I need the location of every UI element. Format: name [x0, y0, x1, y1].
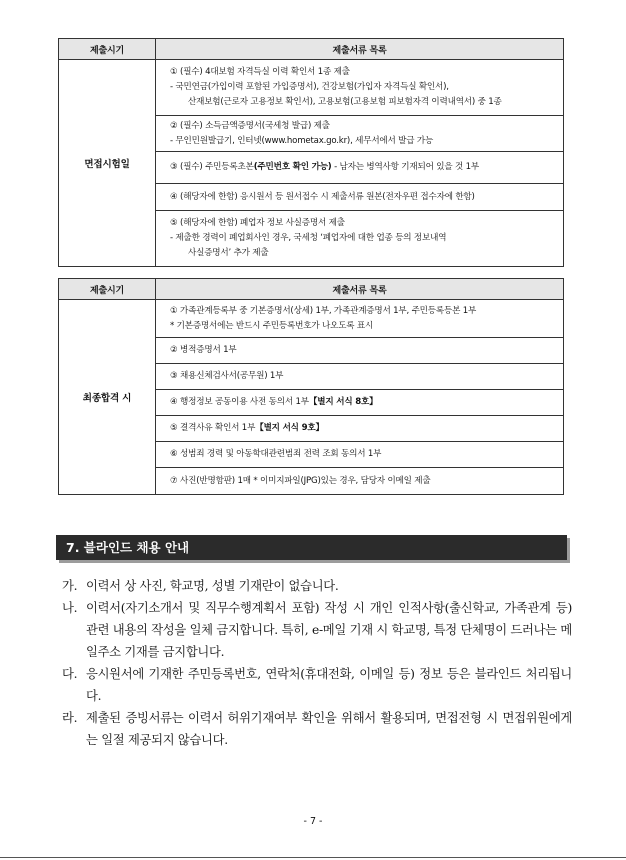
notice-paragraph — [62, 597, 572, 663]
paragraph-text: 응시원서에 기재한 주민등록번호, 연락처(휴대전화, 이메일 등) 정보 등은 블라인드 처리됩니다. — [86, 667, 572, 703]
item-text: ③ 채용신체검사서(공무원) 1부 — [170, 371, 284, 381]
item-subtext: 산재보험(근로자 고용정보 확인서), 고용보험(고용보험 피보험자격 이력내역서) 중 1종 — [188, 97, 502, 107]
item-subtext: - 무인민원발급기, 인터넷(www.hometax.go.kr), 세무서에서 발급 가능 — [170, 135, 434, 146]
header-document-list: 제출서류 목록 — [156, 39, 564, 60]
document-item — [156, 211, 564, 267]
item-text: ⑦ 사진(반명함판) 1매 * 이미지파일(JPG)있는 경우, 담당자 이메일 제출 — [170, 475, 431, 486]
item-text: ③ (필수) 주민등록초본(주민번호 확인 가능) - 남자는 병역사항 기재되어 있을 것 1부 — [170, 162, 479, 172]
document-item — [156, 468, 564, 495]
item-text: ② 병적증명서 1부 — [170, 345, 237, 355]
paragraph-marker: 다. — [62, 667, 78, 681]
document-item — [156, 416, 564, 442]
document-item — [156, 364, 564, 390]
item-text: ⑥ 성범죄 경력 및 아동학대관련범죄 전력 조회 동의서 1부 — [170, 449, 382, 459]
item-text: ④ 행정정보 공동이용 사전 동의서 1부【별지 서식 8호】 — [170, 397, 378, 407]
header-document-list: 제출서류 목록 — [156, 279, 564, 300]
header-submission-time: 제출시기 — [59, 279, 156, 300]
document-item — [156, 300, 564, 338]
document-item — [156, 116, 564, 152]
notice-paragraph — [62, 663, 572, 707]
section-title: 7. 블라인드 채용 안내 — [56, 535, 567, 560]
notice-paragraph — [62, 707, 572, 751]
submission-time-cell: 최종합격 시 — [59, 300, 156, 495]
document-item — [156, 390, 564, 416]
document-item — [156, 184, 564, 211]
paragraph-marker: 라. — [62, 711, 78, 725]
item-text: ④ (해당자에 한함) 응시원서 등 원서접수 시 제출서류 원본(전자우편 접수자에 한함) — [170, 191, 475, 202]
document-item — [156, 60, 564, 116]
paragraph-text: 이력서 상 사진, 학교명, 성별 기재란이 없습니다. — [86, 579, 339, 593]
paragraph-text: 이력서(자기소개서 및 직무수행계획서 포함) 작성 시 개인 인적사항(출신학교, 가족관계 등) 관련 내용의 작성을 일체 금지합니다. 특히, e-메일 기재 시 학교명, 특정 단체명이 드러나는 메일주소 기재를 금지합니다. — [86, 601, 572, 659]
item-subtext: 사실증명서’ 추가 제출 — [188, 248, 269, 258]
document-item — [156, 152, 564, 184]
page-bottom-divider — [0, 857, 626, 858]
item-subtext: - 국민연금(가입이력 포함된 가입증명서), 건강보험(가입자 자격득실 확인서), — [170, 82, 449, 92]
document-item — [156, 338, 564, 364]
item-text: ② (필수) 소득금액증명서(국세청 발급) 제출 — [170, 120, 330, 131]
paragraph-marker: 나. — [62, 601, 78, 615]
blind-hiring-notice — [62, 575, 572, 751]
paragraph-text: 제출된 증빙서류는 이력서 허위기재여부 확인을 위해서 활용되며, 면접전형 시 면접위원에게는 일절 제공되지 않습니다. — [86, 711, 572, 747]
notice-paragraph — [62, 575, 572, 597]
final-pass-documents-table — [58, 278, 564, 495]
header-submission-time: 제출시기 — [59, 39, 156, 60]
item-subtext: - 제출한 경력이 폐업회사인 경우, 국세청 ‘폐업자에 대한 업종 등의 정보내역 — [170, 233, 447, 243]
submission-time-cell: 면접시험일 — [59, 60, 156, 267]
interview-documents-table — [58, 38, 564, 267]
item-text: ① 가족관계등록부 중 기본증명서(상세) 1부, 가족관계증명서 1부, 주민등록등본 1부 — [170, 305, 477, 316]
paragraph-marker: 가. — [62, 579, 78, 593]
document-item — [156, 442, 564, 468]
item-text: ⑤ (해당자에 한함) 폐업자 정보 사실증명서 제출 — [170, 218, 345, 228]
item-text: ① (필수) 4대보험 자격득실 이력 확인서 1종 제출 — [170, 67, 350, 77]
item-subtext: * 기본증명서에는 반드시 주민등록번호가 나오도록 표시 — [170, 320, 374, 331]
item-text: ⑤ 결격사유 확인서 1부【별지 서식 9호】 — [170, 423, 324, 433]
page-number: - 7 - — [303, 816, 323, 827]
